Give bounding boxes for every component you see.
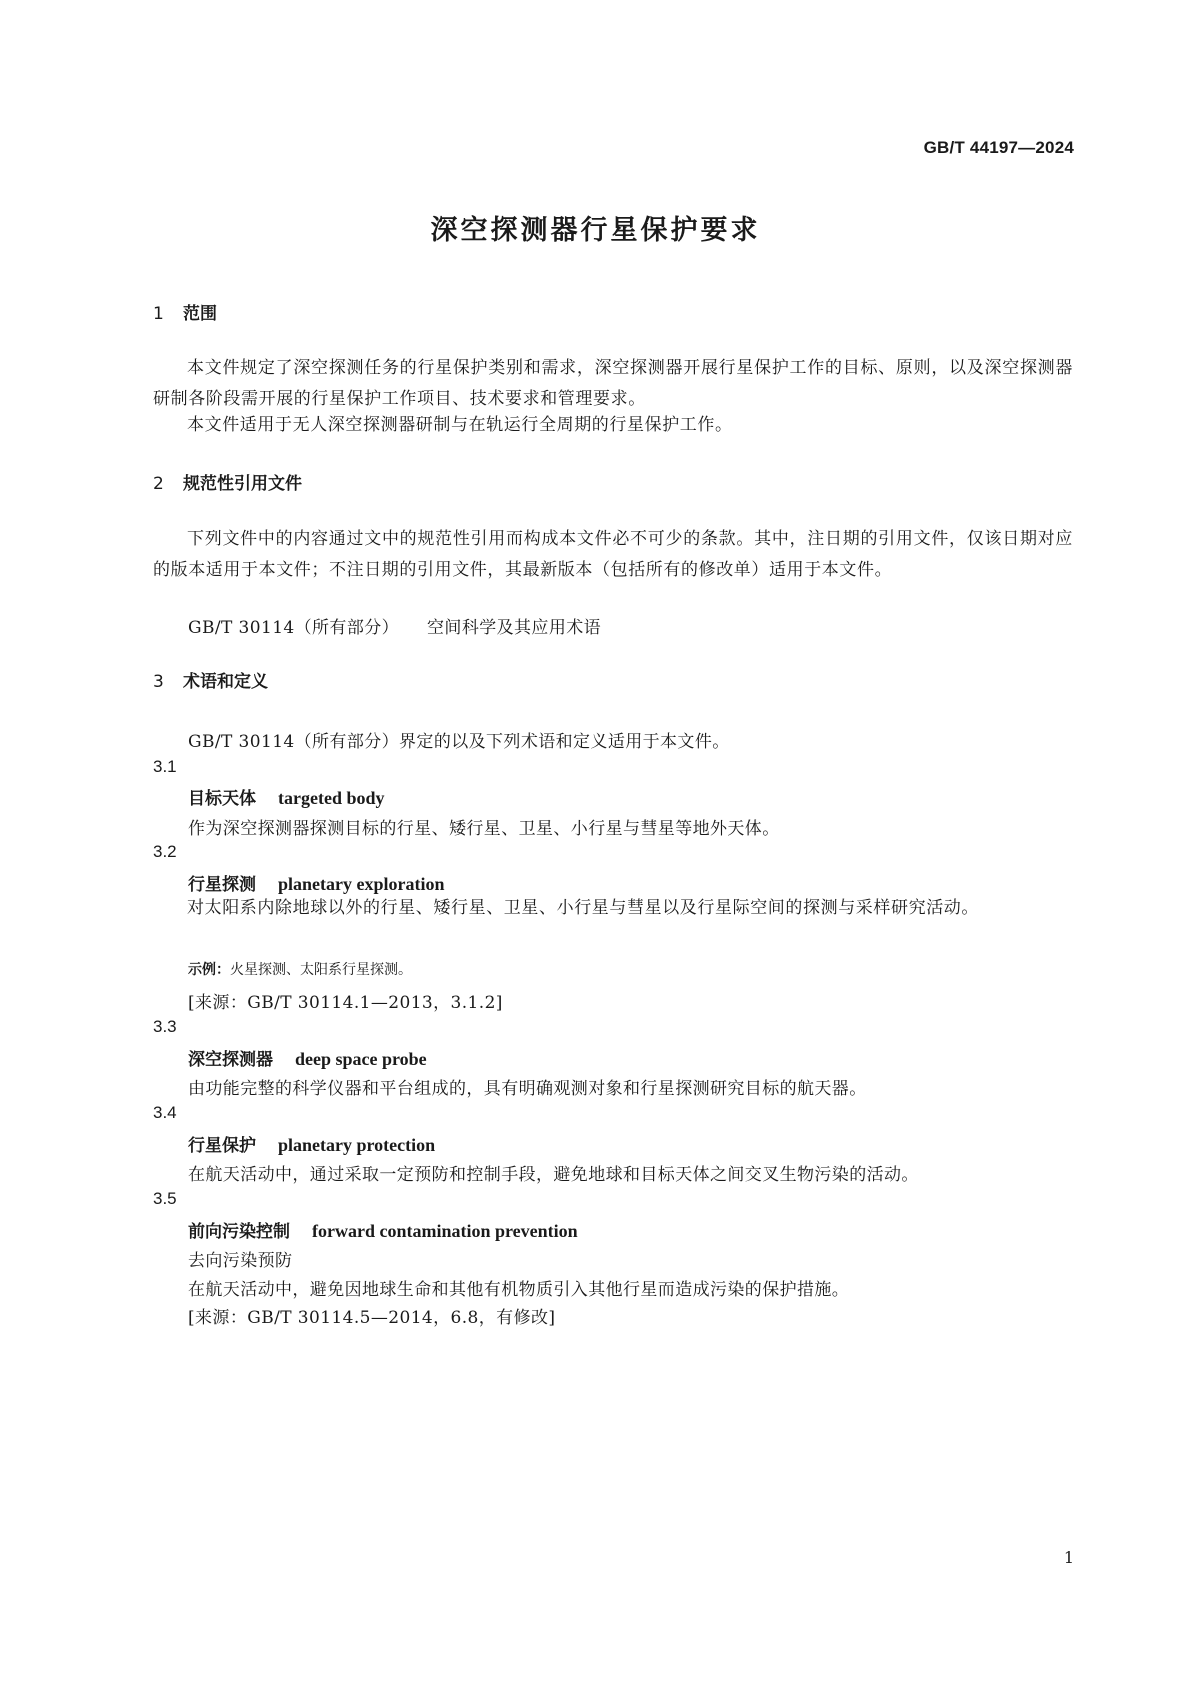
section-2-heading [153,469,302,494]
example-text: 火星探测、太阳系行星探测。 [230,962,412,978]
section-number: 2 [153,474,164,494]
term-definition: 作为深空探测器探测目标的行星、矮行星、卫星、小行星与彗星等地外天体。 [188,819,780,839]
term-synonym: 去向污染预防 [188,1251,293,1271]
standard-number: GB/T 44197—2024 [923,138,1074,157]
term-heading [188,1045,427,1070]
term-zh: 行星保护 [188,1136,256,1156]
term-heading [188,784,385,809]
term-zh: 深空探测器 [188,1050,273,1070]
section-title: 术语和定义 [183,672,268,692]
term-en: targeted body [278,788,385,808]
term-source: [来源：GB/T 30114.1—2013，3.1.2] [188,993,503,1013]
example-label: 示例： [188,962,230,978]
term-example [188,959,412,979]
term-en: planetary exploration [278,874,445,894]
term-zh: 前向污染控制 [188,1222,290,1242]
term-number: 3.1 [153,757,177,776]
normative-reference [188,613,601,638]
term-number: 3.4 [153,1103,177,1122]
term-heading [188,870,445,895]
section-1-paragraph-1: 本文件规定了深空探测任务的行星保护类别和需求，深空探测器开展行星保护工作的目标、原则，以及深空探测器研制各阶段需开展的行星保护工作项目、技术要求和管理要求。 [153,358,1073,409]
term-en: forward contamination prevention [312,1221,578,1241]
term-heading [188,1131,435,1156]
section-1-paragraph-2: 本文件适用于无人深空探测器研制与在轨运行全周期的行星保护工作。 [187,415,733,435]
document-title: 深空探测器行星保护要求 [430,215,761,246]
section-number: 1 [153,304,164,324]
term-zh: 行星探测 [188,875,256,895]
reference-code: GB/T 30114（所有部分） [188,618,400,638]
term-definition: 由功能完整的科学仪器和平台组成的，具有明确观测对象和行星探测研究目标的航天器。 [188,1079,867,1099]
section-title: 范围 [183,304,217,324]
term-definition: 对太阳系内除地球以外的行星、矮行星、卫星、小行星与彗星以及行星际空间的探测与采样研究活动。 [187,898,979,918]
section-1-heading [153,299,217,324]
term-definition: 在航天活动中，通过采取一定预防和控制手段，避免地球和目标天体之间交叉生物污染的活动。 [188,1165,919,1185]
page-number: 1 [1063,1548,1074,1567]
term-number: 3.2 [153,842,177,861]
term-number: 3.5 [153,1189,177,1208]
section-3-heading [153,667,268,692]
term-en: planetary protection [278,1135,436,1155]
section-2-paragraph-1: 下列文件中的内容通过文中的规范性引用而构成本文件必不可少的条款。其中，注日期的引用文件，仅该日期对应的版本适用于本文件；不注日期的引用文件，其最新版本（包括所有的修改单）适用于本文件。 [153,529,1073,580]
term-heading [188,1217,578,1242]
section-title: 规范性引用文件 [183,474,302,494]
term-zh: 目标天体 [188,789,256,809]
term-en: deep space probe [295,1049,427,1069]
section-3-intro: GB/T 30114（所有部分）界定的以及下列术语和定义适用于本文件。 [188,732,730,752]
term-number: 3.3 [153,1017,177,1036]
term-source: [来源：GB/T 30114.5—2014，6.8，有修改] [188,1308,556,1328]
reference-title: 空间科学及其应用术语 [427,618,602,638]
section-number: 3 [153,672,164,692]
term-definition: 在航天活动中，避免因地球生命和其他有机物质引入其他行星而造成污染的保护措施。 [188,1280,850,1300]
